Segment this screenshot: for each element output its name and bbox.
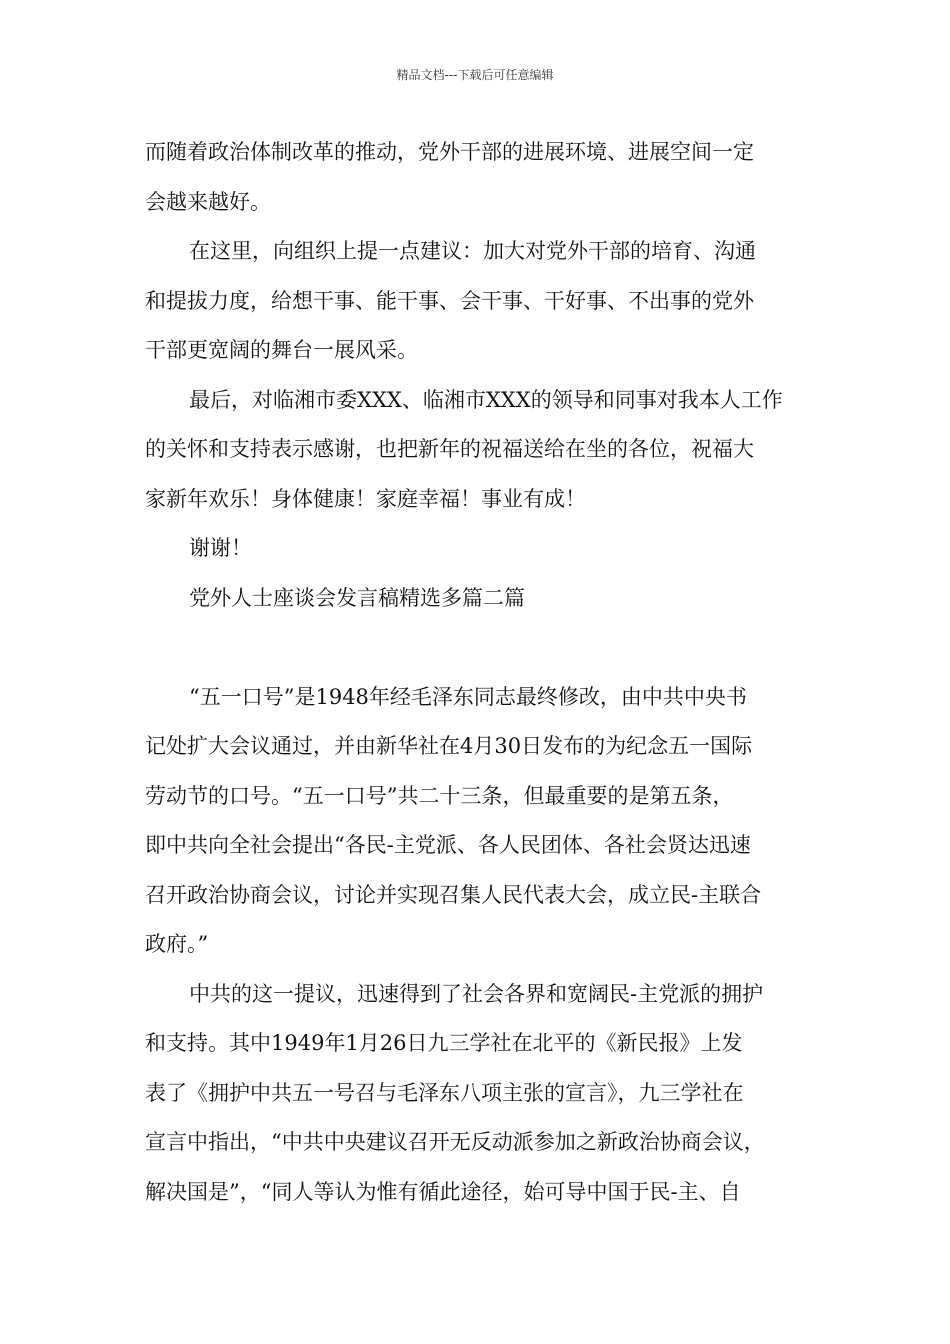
text-line: 宣言中指出，“中共中央建议召开无反动派参加之新政治协商会议， [145, 1130, 765, 1154]
text-line: 干部更宽阔的舞台一展风采。 [145, 338, 418, 362]
spacer [145, 623, 810, 673]
text-line: 最后，对临湘市委XXX、临湘市XXX的领导和同事对我本人工作 [189, 387, 783, 412]
text-line: 劳动节的口号。“五一口号”共二十三条，但最重要的是第五条， [145, 783, 734, 808]
text-line: 党外人士座谈会发言稿精选多篇二篇 [189, 585, 525, 610]
text-line: 会越来越好。 [145, 189, 271, 214]
text-line: “五一口号”是1948年经毛泽东同志最终修改，由中共中央书 [189, 684, 747, 709]
paragraph [145, 128, 810, 227]
text-line: 记处扩大会议通过，并由新华社在4月30日发布的为纪念五一国际 [145, 734, 753, 758]
section-title [145, 574, 810, 624]
text-line: 解决国是”，“同人等认为惟有循此途径，始可导中国于民-主、自 [145, 1179, 741, 1204]
text-line: 即中共向全社会提出“各民-主党派、各人民团体、各社会贤达迅速 [145, 833, 751, 857]
paragraph [145, 524, 810, 574]
text-line: 和支持。其中1949年1月26日九三学社在北平的《新民报》上发 [145, 1031, 743, 1055]
paragraph [145, 376, 810, 525]
text-line: 在这里，向组织上提一点建议：加大对党外干部的培育、沟通 [189, 239, 756, 263]
text-line: 而随着政治体制改革的推动，党外干部的进展环境、进展空间一定 [145, 140, 754, 164]
text-line: 的关怀和支持表示感谢，也把新年的祝福送给在坐的各位，祝福大 [145, 437, 754, 461]
text-line: 政府。” [145, 932, 209, 956]
text-line: 谢谢！ [189, 536, 252, 560]
text-line: 召开政治协商会议，讨论并实现召集人民代表大会，成立民-主联合 [145, 882, 762, 907]
text-line: 和提拔力度，给想干事、能干事、会干事、干好事、不出事的党外 [145, 288, 754, 313]
text-line: 中共的这一提议，迅速得到了社会各界和宽阔民-主党派的拥护 [189, 981, 764, 1006]
document-body [145, 128, 810, 1217]
page-header: 精品文档---下载后可任意编辑 [396, 68, 554, 82]
paragraph [145, 227, 810, 376]
paragraph [145, 673, 810, 970]
paragraph [145, 970, 810, 1218]
text-line: 家新年欢乐！身体健康！家庭幸福！事业有成！ [145, 486, 586, 511]
text-line: 表了《拥护中共五一号召与毛泽东八项主张的宣言》，九三学社在 [145, 1080, 744, 1105]
